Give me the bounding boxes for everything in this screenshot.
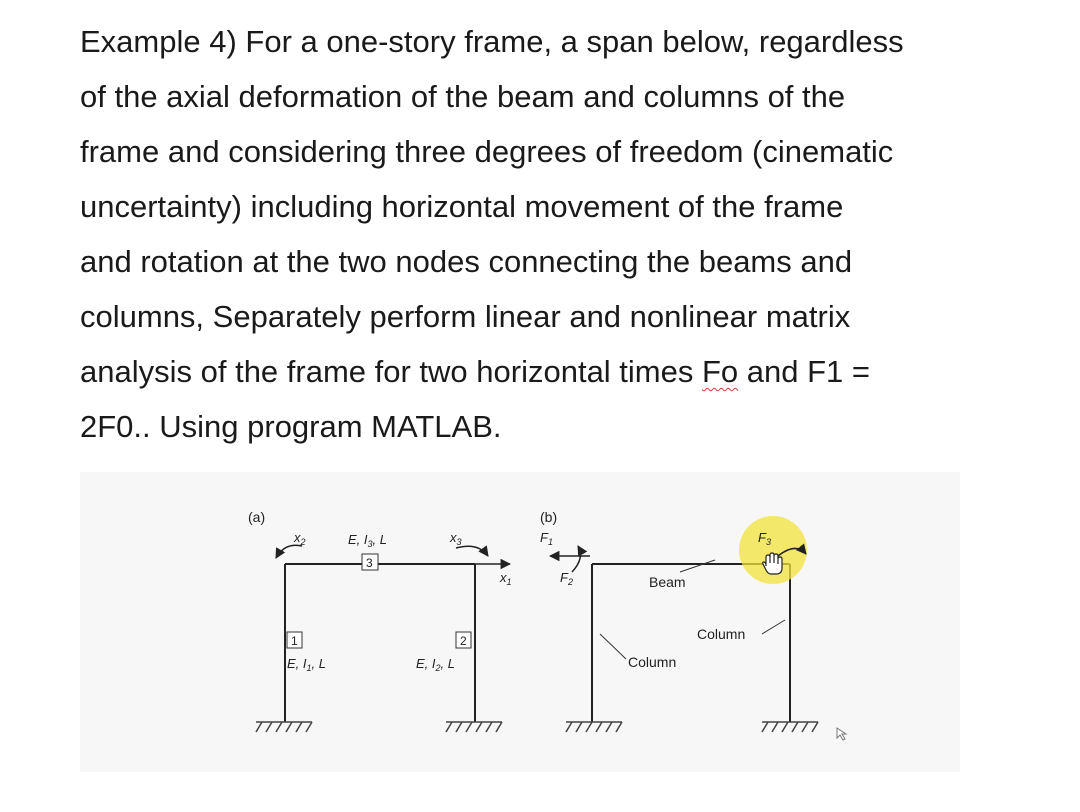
arrow-pointer-icon xyxy=(837,728,846,740)
rotation-arrow-x2 xyxy=(276,545,302,558)
fixed-support-b-right xyxy=(762,722,818,732)
beam-properties-label: E, $I_3$, L xyxy=(348,532,387,549)
frame-figure-svg xyxy=(80,472,960,772)
statement-line-6: columns, Separately perform linear and nonlinear matrix xyxy=(80,299,851,334)
force-f2-label: $F_2$ xyxy=(560,570,573,587)
statement-line-4: uncertainty) including horizontal movement of the frame xyxy=(80,189,844,224)
force-f3-label: $F_3$ xyxy=(758,530,771,547)
column-1-id-label: 1 xyxy=(291,634,298,648)
dof-x3-label: $x_3$ xyxy=(450,530,462,547)
spellcheck-flagged-word[interactable]: Fo xyxy=(701,354,739,389)
statement-line-7-head: analysis of the frame for two horizontal times xyxy=(80,354,702,389)
frame-b xyxy=(592,564,790,722)
left-column-label: Column xyxy=(628,654,677,670)
fixed-support-a-left xyxy=(256,722,312,732)
beam-id-label: 3 xyxy=(366,556,373,570)
right-column-leader-line xyxy=(762,620,785,634)
right-column-label: Column xyxy=(697,626,746,642)
statement-line-8: 2F0.. Using program MATLAB. xyxy=(80,409,502,444)
statement-line-5: and rotation at the two nodes connecting the beams and xyxy=(80,244,853,279)
fixed-support-a-right xyxy=(446,722,502,732)
fixed-support-b-left xyxy=(566,722,622,732)
dof-x2-label: $x_2$ xyxy=(294,530,306,547)
column-1-properties-label: E, $I_1$, L xyxy=(287,656,326,673)
force-f1-label: $F_1$ xyxy=(540,530,553,547)
statement-line-3: frame and considering three degrees of freedom (cinematic xyxy=(80,134,894,169)
panel-b-label: (b) xyxy=(540,509,558,525)
beam-leader-line xyxy=(680,560,715,572)
column-2-id-label: 2 xyxy=(460,634,467,648)
panel-a-label: (a) xyxy=(248,509,266,525)
dof-x1-label: $x_1$ xyxy=(500,570,512,587)
statement-line-2: of the axial deformation of the beam and columns of the xyxy=(80,79,846,114)
beam-label: Beam xyxy=(649,574,686,590)
statement-line-7 xyxy=(80,344,1060,399)
rotation-arrow-x3 xyxy=(456,546,488,556)
statement-line-7-tail: and F1 = xyxy=(738,354,871,389)
frame-a xyxy=(285,564,475,722)
statement-line-1: Example 4) For a one-story frame, a span below, regardless xyxy=(80,24,904,59)
column-2-properties-label: E, $I_2$, L xyxy=(416,656,455,673)
frame-figure xyxy=(80,472,960,772)
moment-arrow-f2 xyxy=(572,546,580,572)
left-column-leader-line xyxy=(600,634,626,659)
problem-statement xyxy=(80,14,1060,454)
